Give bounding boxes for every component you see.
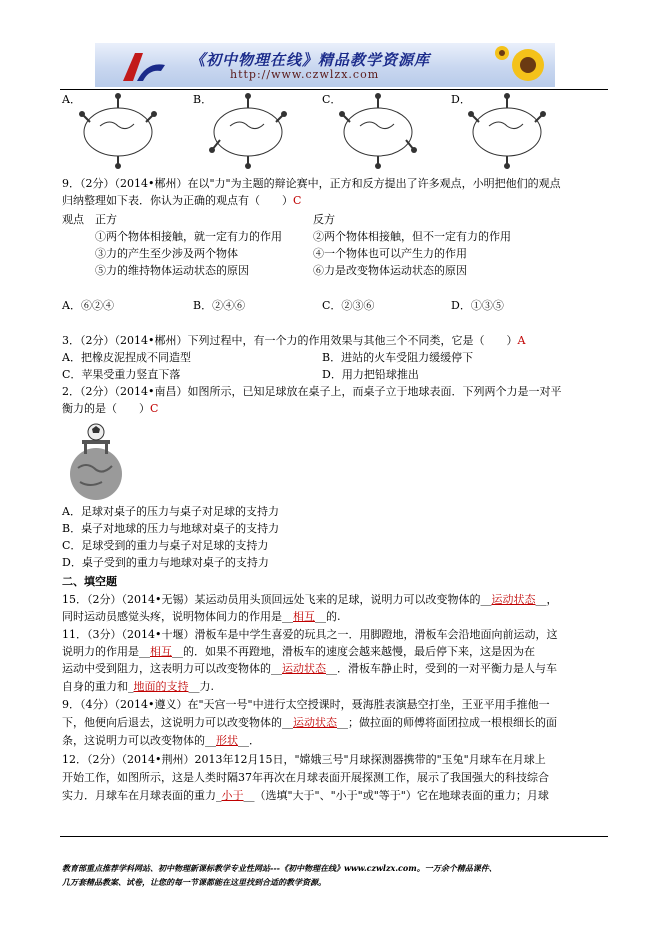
q15-blank1: 运动状态 <box>491 593 536 606</box>
q9-con-1: ②两个物体相接触，但不一定有力的作用 <box>313 230 511 243</box>
top-option-b: B． <box>193 93 213 106</box>
header-banner <box>95 43 555 87</box>
q11-line3: 运动中受到阻力，这表明力可以改变物体的__运动状态__．滑板车静止时，受到的一对平衡力是人与车 <box>62 662 557 675</box>
footer-rule <box>60 836 608 837</box>
banner-title: 《初中物理在线》精品教学资源库 <box>190 51 431 69</box>
q12-line1: 12．（2分）（2014•荆州）2013年12月15日，"嫦娥三号"月球探测器携带的"玉兔"月球车在月球上 <box>62 753 546 766</box>
q9-option-d: D．①③⑤ <box>451 299 504 312</box>
q9-option-c: C．②③⑥ <box>322 299 375 312</box>
top-option-d: D． <box>451 93 471 106</box>
q9-col-con: 反方 <box>313 213 335 226</box>
top-option-c: C． <box>322 93 342 106</box>
q12-blank1: 小于 <box>221 789 244 802</box>
q11-blank3: 地面的支持 <box>133 680 189 693</box>
q12-line3: 实力．月球车在月球表面的重力_小于__（选填"大于"、"小于"或"等于"）它在地球表面的重力；月球 <box>62 789 549 802</box>
q3-stem: 3．（2分）（2014•郴州）下列过程中，有一个力的作用效果与其他三个不同类，它是（ ）A <box>62 334 526 347</box>
footer-line2: 几万套精品教案、试卷，让您的每一节课都能在这里找到合适的教学资源。 <box>62 877 326 887</box>
q2-option-a: A．足球对桌子的压力与桌子对足球的支持力 <box>62 505 279 518</box>
q9-stem-line2: 归纳整理如下表．你认为正确的观点有（ ）C <box>62 194 302 207</box>
q3-option-d: D．用力把铅球推出 <box>322 368 419 381</box>
q9-con-3: ⑥力是改变物体运动状态的原因 <box>313 264 467 277</box>
q9b-line1: 9．（4分）（2014•遵义）在"天宫一号"中进行太空授课时，聂海胜表演悬空打坐，王亚平用手推他一 <box>62 698 550 711</box>
q9b-line2: 下，他便向后退去，这说明力可以改变物体的__运动状态__；做拉面的师傅将面团拉成一根根细长的面 <box>62 716 557 729</box>
q9b-blank2: 形状 <box>216 734 238 747</box>
q9b-line3: 条，这说明力可以改变物体的__形状__． <box>62 734 260 747</box>
header-rule <box>60 89 608 90</box>
q3-answer: A <box>517 334 526 347</box>
q2-stem-line2: 衡力的是（ ）C <box>62 402 159 415</box>
q3-option-a: A．把橡皮泥捏成不同造型 <box>62 351 191 364</box>
globe-figure-a <box>78 92 158 170</box>
q9-pro-2: ③力的产生至少涉及两个物体 <box>95 247 238 260</box>
q11-line2: 说明力的作用是__相互__的．如果不再蹬地，滑板车的速度会越来越慢，最后停下来，这是因为在 <box>62 645 535 658</box>
q9b-blank1: 运动状态 <box>293 716 337 729</box>
q15-line2: 同时运动员感觉头疼，说明物体间力的作用是__相互__的. <box>62 610 341 623</box>
q2-answer: C <box>150 402 159 415</box>
q11-blank1: 相互 <box>150 645 172 658</box>
q2-stem-line1: 2．（2分）（2014•南昌）如图所示，已知足球放在桌子上，而桌子立于地球表面．下列两个力是一对平 <box>62 385 562 398</box>
q15-line1: 15．（2分）（2014•无锡）某运动员用头顶回远处飞来的足球，说明力可以改变物体的__运动状态__， <box>62 593 558 606</box>
globe-figure-c <box>338 92 418 170</box>
q9-pro-1: ①两个物体相接触，就一定有力的作用 <box>95 230 282 243</box>
sunflower-icon <box>490 43 555 87</box>
q12-line2: 开始工作，如图所示，这是人类时隔37年再次在月球表面开展探测工作，展示了我国强大的科技综合 <box>62 771 549 784</box>
q2-option-c: C．足球受到的重力与桌子对足球的支持力 <box>62 539 269 552</box>
q9-option-b: B．②④⑥ <box>193 299 246 312</box>
q11-blank2: 运动状态 <box>282 662 326 675</box>
q9-option-a: A．⑥②④ <box>62 299 114 312</box>
logo-icon <box>113 47 173 85</box>
banner-url[interactable]: http://www.czwlzx.com <box>230 68 380 81</box>
globe-figure-b <box>208 92 288 170</box>
q9-stem-line1: 9．（2分）（2014•郴州）在以"力"为主题的辩论赛中，正方和反方提出了许多观点，小明把他们的观点 <box>62 177 561 190</box>
q3-option-c: C．苹果受重力竖直下落 <box>62 368 181 381</box>
top-option-a: A． <box>62 93 81 106</box>
section-title-fill-blank: 二、填空题 <box>62 575 117 588</box>
globe-figure-d <box>467 92 547 170</box>
q2-option-b: B．桌子对地球的压力与地球对桌子的支持力 <box>62 522 280 535</box>
q15-blank2: 相互 <box>293 610 315 623</box>
q11-line4: 自身的重力和_地面的支持__力. <box>62 680 214 693</box>
q9-answer: C <box>293 194 302 207</box>
q9-pro-3: ⑤力的维持物体运动状态的原因 <box>95 264 249 277</box>
q3-option-b: B．进站的火车受阻力缓缓停下 <box>322 351 474 364</box>
q9-col-viewpoint: 观点 <box>62 213 84 226</box>
q11-line1: 11．（3分）（2014•十堰）滑板车是中学生喜爱的玩具之一．用脚蹬地，滑板车会沿地面向前运动，这 <box>62 628 558 641</box>
q2-option-d: D．桌子受到的重力与地球对桌子的支持力 <box>62 556 269 569</box>
q9-con-2: ④一个物体也可以产生力的作用 <box>313 247 467 260</box>
q9-col-pro: 正方 <box>95 213 117 226</box>
ball-table-earth-figure <box>60 420 132 502</box>
footer-line1: 教育部重点推荐学科网站、初中物理新课标教学专业性网站---《初中物理在线》www.czwlzx.com。一万余个精品课件、 <box>62 863 497 873</box>
